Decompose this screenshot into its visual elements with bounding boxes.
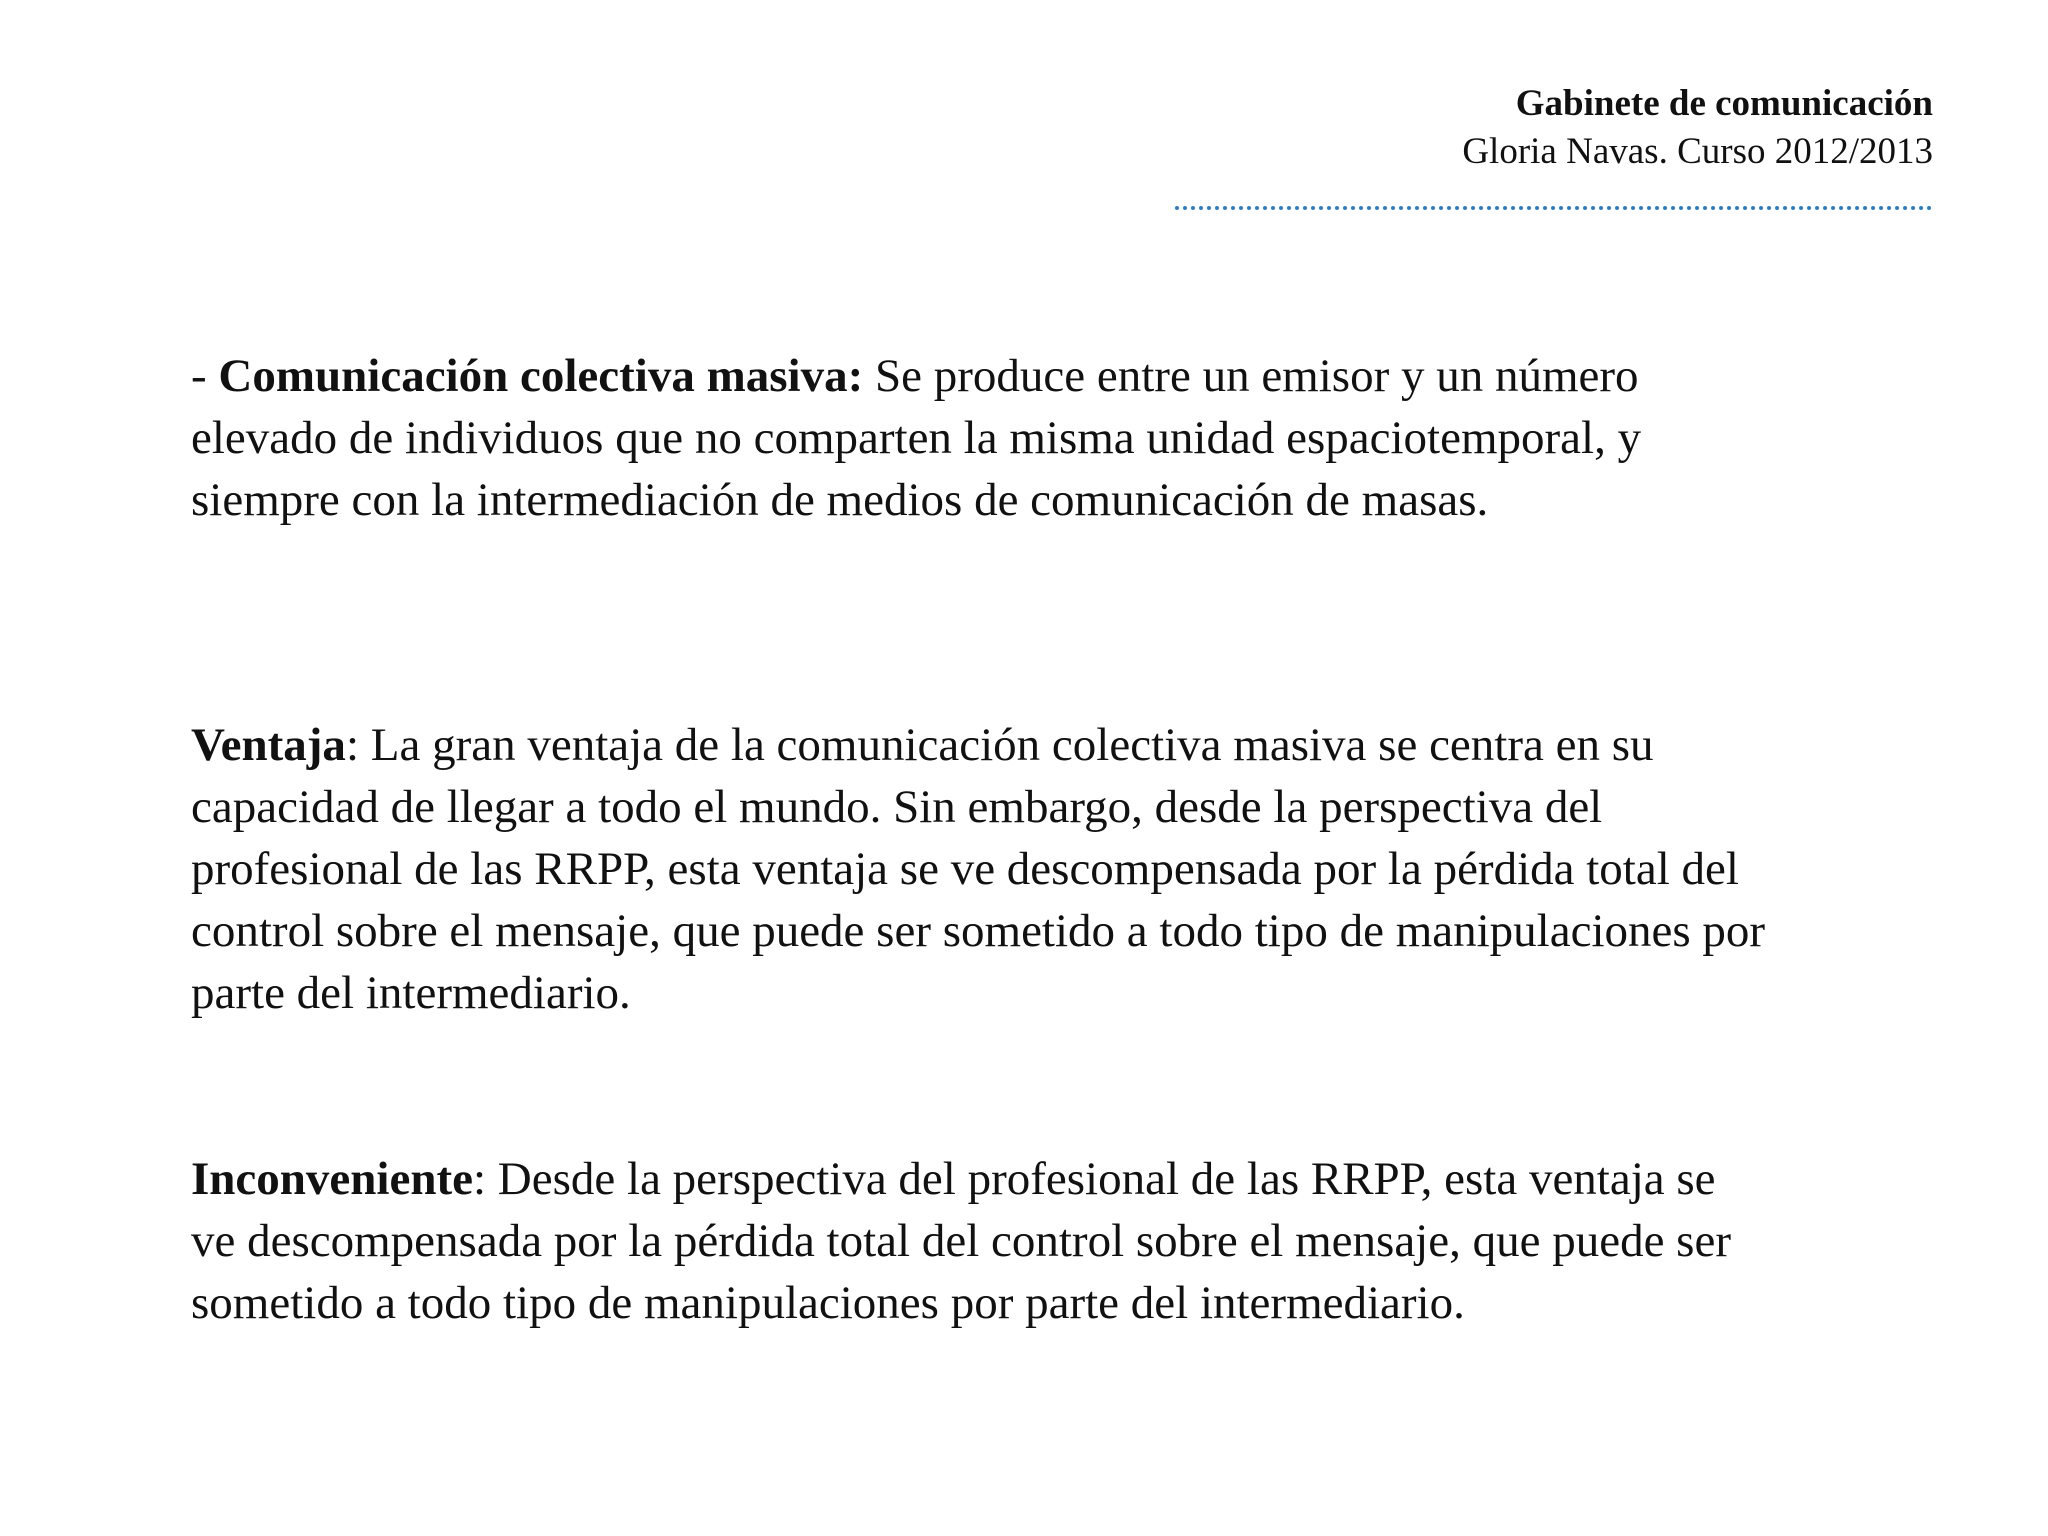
paragraph-comunicacion-colectiva-masiva [191, 345, 1951, 531]
paragraph-line: profesional de las RRPP, esta ventaja se ve descompensada por la pérdida total del [191, 843, 1739, 895]
paragraph-line [191, 345, 1951, 407]
paragraph-line [191, 714, 1951, 776]
paragraph-inconveniente [191, 1148, 1951, 1334]
slide-header [1462, 80, 1933, 176]
line-text: : La gran ventaja de la comunicación colectiva masiva se centra en su [345, 719, 1654, 771]
course-title: Gabinete de comunicación [1515, 83, 1933, 124]
paragraph-line: sometido a todo tipo de manipulaciones por parte del intermediario. [191, 1277, 1465, 1329]
paragraph-line: parte del intermediario. [191, 967, 631, 1019]
paragraph-line: capacidad de llegar a todo el mundo. Sin embargo, desde la perspectiva del [191, 781, 1603, 833]
paragraph-line: control sobre el mensaje, que puede ser sometido a todo tipo de manipulaciones por [191, 905, 1766, 957]
term-heading: Ventaja [191, 719, 346, 771]
header-dotted-divider [1175, 206, 1932, 210]
paragraph-line [191, 1148, 1951, 1210]
term-heading: Comunicación colectiva masiva: [218, 350, 864, 402]
paragraph-ventaja [191, 714, 1951, 1024]
line-text: : Desde la perspectiva del profesional de las RRPP, esta ventaja se [473, 1153, 1716, 1205]
term-heading: Inconveniente [191, 1153, 473, 1205]
paragraph-line: elevado de individuos que no comparten la misma unidad espaciotemporal, y [191, 412, 1642, 464]
line-text: Se produce entre un emisor y un número [863, 350, 1639, 402]
bullet-dash: - [191, 350, 219, 402]
paragraph-line: ve descompensada por la pérdida total del control sobre el mensaje, que puede ser [191, 1215, 1731, 1267]
paragraph-line: siempre con la intermediación de medios de comunicación de masas. [191, 474, 1489, 526]
course-subtitle: Gloria Navas. Curso 2012/2013 [1462, 131, 1933, 172]
